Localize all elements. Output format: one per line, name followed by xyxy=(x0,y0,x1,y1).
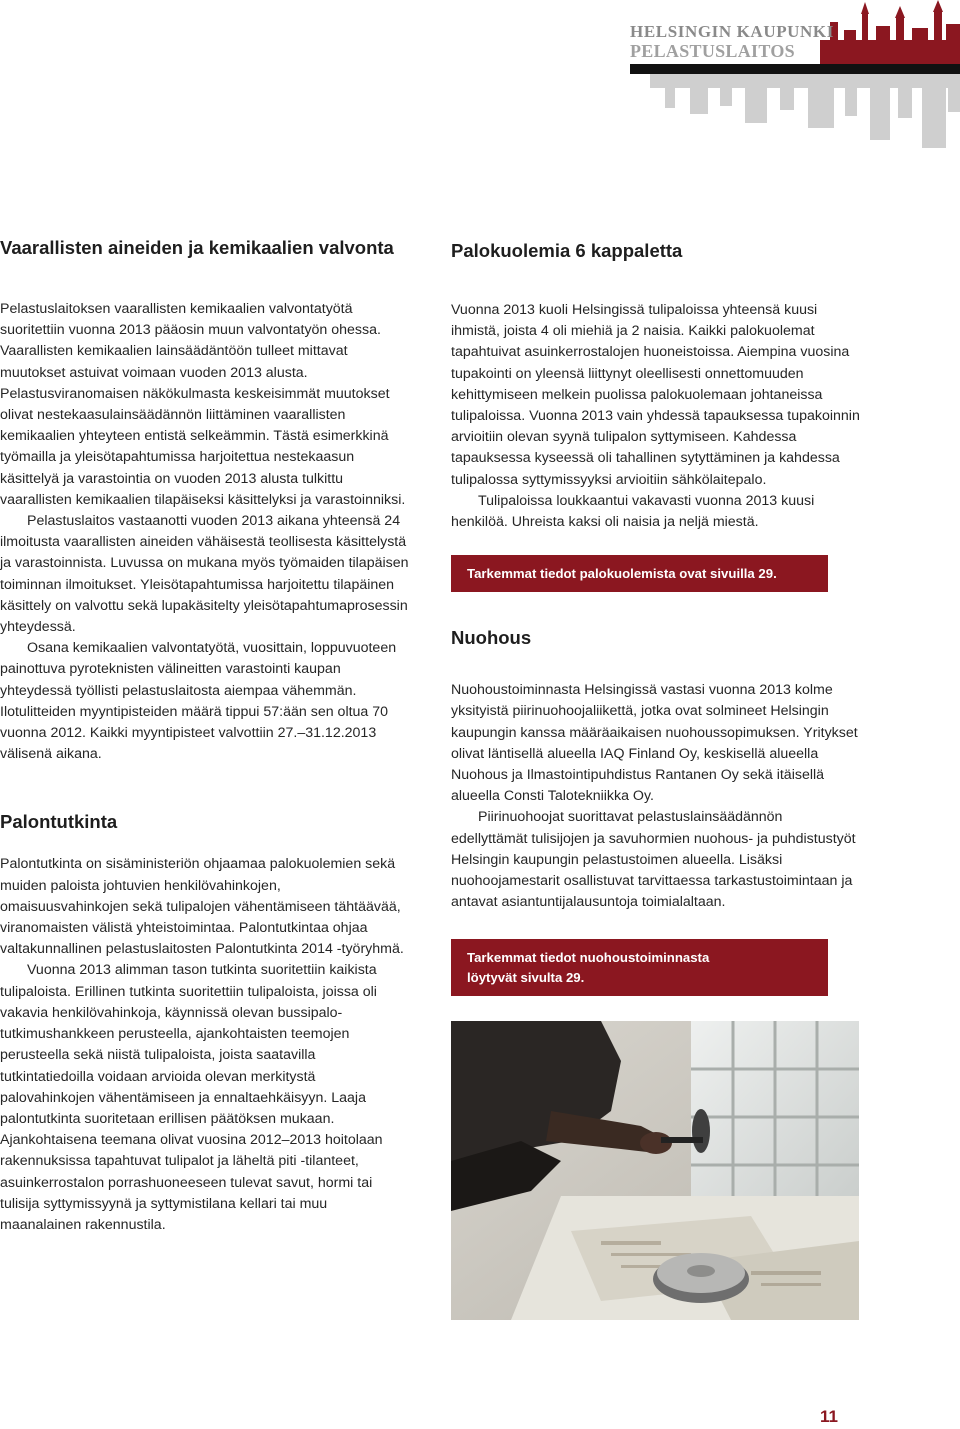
paragraph: Vuonna 2013 kuoli Helsingissä tulipaloissa yhteensä kuusi ihmistä, joista 4 oli miehiä ja 2 naisia. Kaikki palokuolemat tapahtuivat asuinkerrostalojen huoneistoissa. Aiempina vuosina tupakointi on yleensä liittynyt oleellisesti onnettomuuden kehittymiseen melkein puolissa palokuolemaan johtaneissa tulipaloissa. Vuonna 2013 vain yhdessä tapauksessa tupakoinnin arvioitiin olevan syynä tulipalon syttymiseen. Kahdessa tapauksessa kyseessä oli tahallinen sytyttäminen ja kahdessa tulipalossa syttymissyyksi arvioitiin sähkölaitepalo. xyxy=(451,302,860,488)
left-column xyxy=(0,236,412,1236)
logo-line-1: HELSINGIN KAUPUNKI xyxy=(630,22,834,41)
callout-line: Tarkemmat tiedot nuohoustoiminnasta xyxy=(467,950,710,966)
section-title-fire-investigation: Palontutkinta xyxy=(0,811,118,833)
paragraph: Tulipaloissa loukkaantui vakavasti vuonna 2013 kuusi henkilöä. Uhreista kaksi oli naisia ja neljä miestä. xyxy=(451,492,815,531)
section-title-fire-deaths: Palokuolemia 6 kappaletta xyxy=(451,240,683,261)
callout-chimney-sweeping xyxy=(451,939,828,996)
logo xyxy=(630,0,960,155)
paragraph: Palontutkinta on sisäministeriön ohjaamaa palokuolemien sekä muiden paloista johtuvien henkilövahinkojen, omaisuusvahinkojen sekä tulipalojen vähentämiseen tähtäävää, viranomaisten välistä yhteistoimintaa. Palontutkintaa ohjaa valtakunnallinen pelastuslaitosten Palontutkinta 2014 -työryhmä. xyxy=(0,856,404,958)
paragraph: Vuonna 2013 alimman tason tutkinta suoritettiin kaikista tulipaloista. Erillinen tutkinta suoritettiin tulipaloista, joissa oli vakavia henkilövahinkoja, käynnissä olevan bussipalo-tutkimushankkeen perusteella, ajankohtaisten teemojen perusteella sekä niistä tulipaloista, joista saatavilla tutkintatiedoilla voidaan arvioida olevan merkitystä palovahinkojen vähentämiseen ja ennaltaehkäisyyn. Laaja palontutkinta suoritetaan erillisen päätöksen mukaan. Ajankohtaisena teemana olivat vuosina 2012–2013 hoitolaan rakennuksissa tapahtuvat tulipalot ja läheltä piti -tilanteet, asuinkerrostalon porrashuoneeseen tulevat savut, hormi tai tulisija syttymissyynä ja syttymistilana kellari tai muu maanalainen rakennustila. xyxy=(0,962,383,1233)
paragraph: Pelastuslaitoksen vaarallisten kemikaalien valvontatyötä suoritettiin vuonna 2013 pääosin muun valvontatyön ohessa. Vaarallisten kemikaalien lainsäädäntöön tulleet mittavat muutokset astuivat voimaan vuoden 2013 alusta. Pelastusviranomaisen näkökulmasta keskeisimmät muutokset olivat nestekaasulainsäädännön liittäminen vaarallisten kemikaalien yhteyteen entistä selkeämmin. Tästä esimerkkinä työmailla ja yleisötapahtumissa harjoitettua nestekaasun käsittelyä ja varastointia on vuoden 2013 alusta tulkittu vaarallisten kemikaalien tilapäiseksi käsittelyksi ja varastoinniksi. xyxy=(0,301,406,508)
paragraph: Pelastuslaitos vastaanotti vuoden 2013 aikana yhteensä 24 ilmoitusta vaarallisten aineiden vähäisestä teollisesta käsittelystä ja varastoinnista. Luvussa on mukana myös työmaiden tilapäisen toiminnan ilmoitukset. Yleisötapahtumissa harjoitettu tilapäinen käsittely on valvottu sekä lupakäsitelty yleisötapahtumaprosessin yhteydessä. xyxy=(0,513,409,636)
callout-fire-deaths: Tarkemmat tiedot palokuolemista ovat sivuilla 29. xyxy=(451,555,828,592)
paragraph: Nuohoustoiminnasta Helsingissä vastasi vuonna 2013 kolme yksityistä piirinuohoojaliikettä, jotka ovat solmineet Helsingin kaupungin kanssa määräaikaisen nuohoussopimuksen. Yritykset olivat läntisellä alueella IAQ Finland Oy, keskisellä alueella Nuohous ja Ilmastointipuhdistus Rantanen Oy sekä itäisellä alueella Consti Talotekniikka Oy. xyxy=(451,682,858,805)
callout-line: löytyvät sivulta 29. xyxy=(467,970,585,986)
page-number: 11 xyxy=(820,1407,838,1426)
right-column xyxy=(451,236,861,996)
logo-line-2: PELASTUSLAITOS xyxy=(630,41,795,61)
section-title-chimney-sweeping: Nuohous xyxy=(451,627,532,649)
paragraph: Piirinuohoojat suorittavat pelastuslainsäädännön edellyttämät tulisijojen ja savuhormien nuohous- ja puhdistustyöt Helsingin kaupungin pelastustoimen alueella. Lisäksi nuohoojamestarit osallistuvat tarvittaessa tarkastustoimintaan ja antavat asiantuntijalausuntoja toimialaltaan. xyxy=(451,809,856,911)
section-title-chemicals: Vaarallisten aineiden ja kemikaalien valvonta xyxy=(0,237,394,258)
paragraph: Osana kemikaalien valvontatyötä, vuosittain, loppuvuoteen painottuva pyroteknisten välineitten varastointi kaupan yhteydessä työllisti pelastuslaitosta aiempaa vähemmän. Ilotulitteiden myyntipisteiden määrä tippui 57:ään sen oltua 70 vuonna 2012. Kaikki myyntipisteet valvottiin 27.–31.12.2013 välisenä aikana. xyxy=(0,640,397,763)
chimney-sweep-photo xyxy=(451,1021,859,1320)
